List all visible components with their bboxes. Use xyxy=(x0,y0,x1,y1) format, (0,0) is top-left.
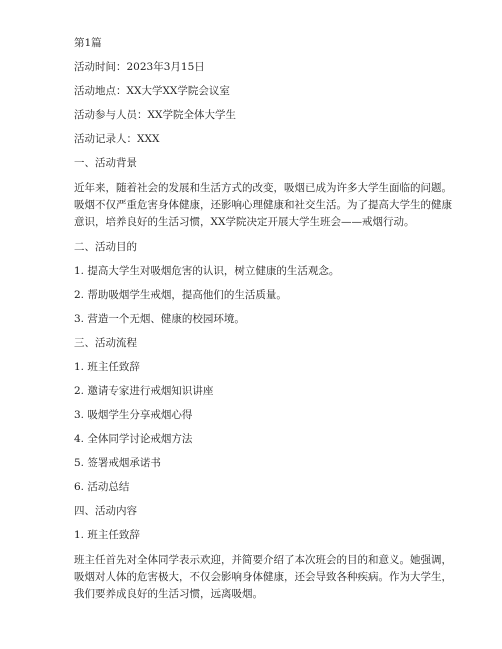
paragraph-line: 吸烟不仅严重危害身体健康，还影响心理健康和社交生活。为了提高大学生的健康 xyxy=(74,199,452,211)
section-purpose-title: 二、活动目的 xyxy=(74,241,137,253)
section-background-title: 一、活动背景 xyxy=(74,157,137,169)
document-heading: 第1篇 xyxy=(74,37,102,49)
paragraph-line: 班主任首先对全体同学表示欢迎，并简要介绍了本次班会的目的和意义。她强调， xyxy=(74,554,452,566)
paragraph-line: 近年来，随着社会的发展和生活方式的改变，吸烟已成为许多大学生面临的问题。 xyxy=(74,182,452,194)
list-item: 4. 全体同学讨论戒烟方法 xyxy=(74,433,193,445)
document-page xyxy=(74,36,452,612)
list-item: 3. 营造一个无烟、健康的校园环境。 xyxy=(74,313,245,325)
meta-participants: 活动参与人员：XX学院全体大学生 xyxy=(74,109,236,121)
list-item: 5. 签署戒烟承诺书 xyxy=(74,457,161,469)
paragraph-line: 吸烟对人体的危害极大，不仅会影响身体健康，还会导致各种疾病。作为大学生， xyxy=(74,571,452,583)
list-item: 2. 帮助吸烟学生戒烟，提高他们的生活质量。 xyxy=(74,289,287,301)
list-item: 2. 邀请专家进行戒烟知识讲座 xyxy=(74,385,214,397)
section-background-paragraph xyxy=(74,180,452,231)
paragraph-line: 意识，培养良好的生活习惯，XX学院决定开展大学生班会——戒烟行动。 xyxy=(74,216,415,228)
meta-recorder: 活动记录人：XXX xyxy=(74,133,160,145)
list-item: 1. 班主任致辞 xyxy=(74,361,140,373)
section-content-subtitle: 1. 班主任致辞 xyxy=(74,529,140,541)
list-item: 1. 提高大学生对吸烟危害的认识，树立健康的生活观念。 xyxy=(74,265,340,277)
section-content-paragraph xyxy=(74,552,452,603)
meta-location: 活动地点：XX大学XX学院会议室 xyxy=(74,85,230,97)
list-item: 6. 活动总结 xyxy=(74,481,130,493)
paragraph-line: 我们要养成良好的生活习惯，远离吸烟。 xyxy=(74,588,263,600)
list-item: 3. 吸烟学生分享戒烟心得 xyxy=(74,409,193,421)
meta-time: 活动时间：2023年3月15日 xyxy=(74,61,205,73)
section-process-title: 三、活动流程 xyxy=(74,337,137,349)
section-content-title: 四、活动内容 xyxy=(74,505,137,517)
